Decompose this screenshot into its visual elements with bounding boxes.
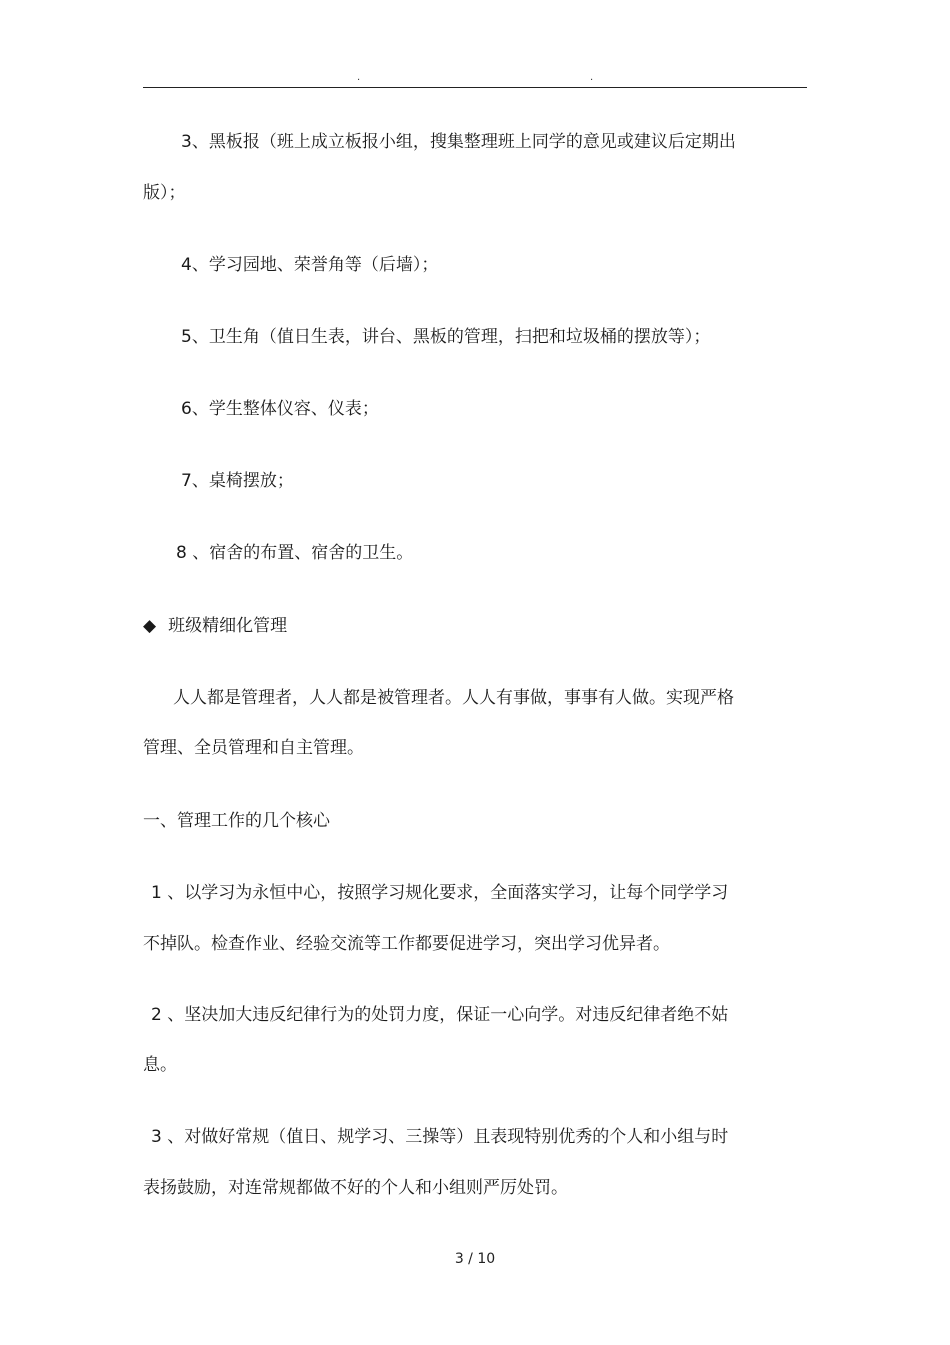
core-3-line-2: 表扬鼓励，对连常规都做不好的个人和小组则严厉处罚。 [143, 1178, 568, 1198]
item-3-line-2: 版）； [143, 183, 186, 203]
core-3-line-1: 3 、对做好常规（值日、规学习、三操等）且表现特别优秀的个人和小组与时 [151, 1127, 729, 1147]
item-4: 4、学习园地、荣誉角等（后墙）； [181, 255, 439, 275]
intro-line-1: 人人都是管理者，人人都是被管理者。人人有事做，事事有人做。实现严格 [173, 688, 734, 708]
core-2-line-2: 息。 [143, 1055, 177, 1075]
section-title: 班级精细化管理 [168, 616, 288, 636]
header-dot-left: . [357, 72, 361, 83]
header-dot-right: . [590, 72, 594, 83]
header-rule [143, 87, 807, 88]
section-heading [143, 614, 287, 638]
core-2-line-1: 2 、坚决加大违反纪律行为的处罚力度，保证一心向学。对违反纪律者绝不姑 [151, 1005, 729, 1025]
diamond-bullet-icon: ◆ [143, 616, 157, 636]
core-1-line-1: 1 、以学习为永恒中心，按照学习规化要求，全面落实学习，让每个同学学习 [151, 883, 729, 903]
item-7: 7、桌椅摆放； [181, 471, 294, 491]
item-5: 5、卫生角（值日生表，讲台、黑板的管理，扫把和垃圾桶的摆放等）； [181, 327, 711, 347]
page-number: 3 / 10 [454, 1251, 496, 1267]
item-3-line-1: 3、黑板报（班上成立板报小组，搜集整理班上同学的意见或建议后定期出 [181, 132, 736, 152]
item-8: 8 、宿舍的布置、宿舍的卫生。 [176, 543, 414, 563]
item-6: 6、学生整体仪容、仪表； [181, 399, 379, 419]
core-1-line-2: 不掉队。检查作业、经验交流等工作都要促进学习，突出学习优异者。 [143, 934, 670, 954]
intro-line-2: 管理、全员管理和自主管理。 [143, 738, 364, 758]
heading-core: 一、管理工作的几个核心 [143, 811, 330, 831]
